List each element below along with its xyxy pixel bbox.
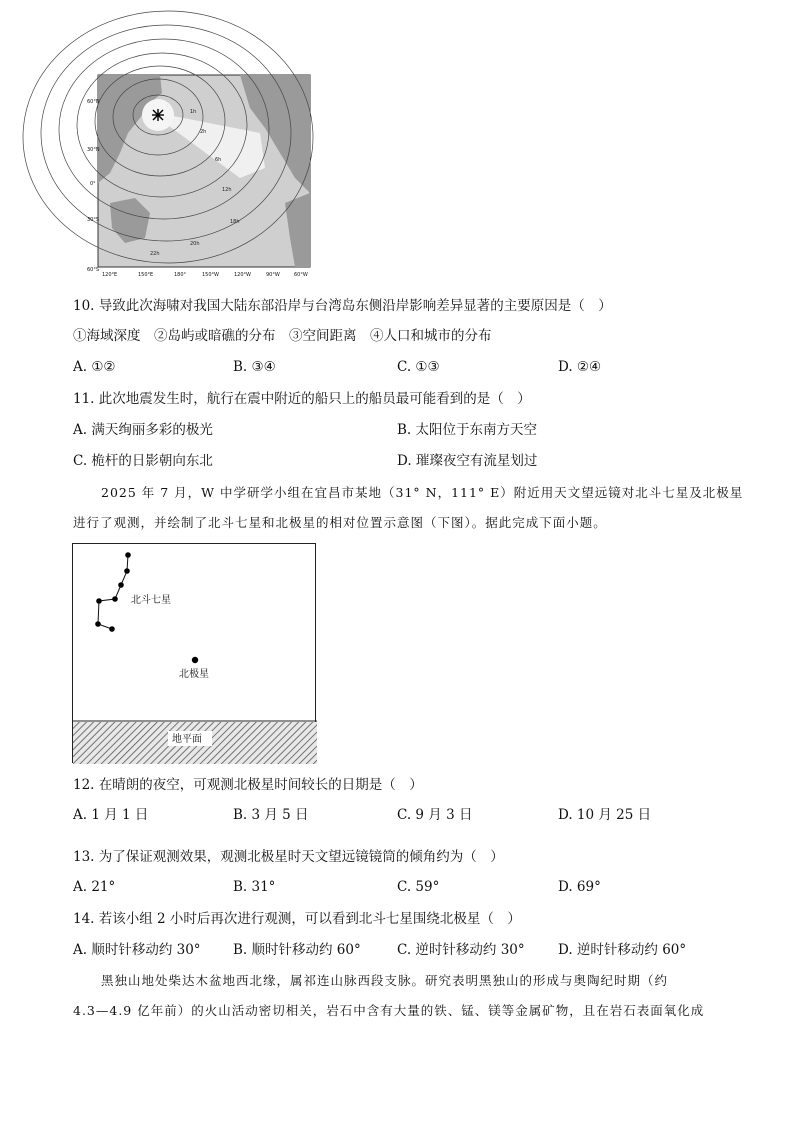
q14-option-d[interactable]: D. 逆时针移动约 60° [558,942,687,958]
star-dot [125,552,131,558]
q11-option-a[interactable]: A. 满天绚丽多彩的极光 [73,422,213,438]
q13-option-d[interactable]: D. 69° [558,879,601,895]
polaris-dot [192,657,198,663]
question-10-items: ①海域深度 ②岛屿或暗礁的分布 ③空间距离 ④人口和城市的分布 [73,328,492,344]
contour-label: 18h [230,219,240,225]
question-10-stem: 10. 导致此次海啸对我国大陆东部沿岸与台湾岛东侧沿岸影响差异显著的主要原因是（ ） [73,298,612,314]
star-dot [96,598,102,604]
q14-option-c[interactable]: C. 逆时针移动约 30° [397,942,525,958]
big-dipper [95,552,131,632]
passage-2-line-2: 4.3—4.9 亿年前）的火山活动密切相关，岩石中含有大量的铁、锰、镁等金属矿物，且在岩石表面氧化成 [73,1003,705,1018]
big-dipper-label: 北斗七星 [131,595,171,606]
q10-option-b[interactable]: B. ③④ [233,359,276,375]
q11-option-d[interactable]: D. 璀璨夜空有流星划过 [397,453,538,469]
q14-option-a[interactable]: A. 顺时针移动约 30° [73,942,201,958]
q10-option-a[interactable]: A. ①② [73,359,116,375]
q14-option-b[interactable]: B. 顺时针移动约 60° [233,942,361,958]
passage-2-line-1: 黑独山地处柴达木盆地西北缘，属祁连山脉西段支脉。研究表明黑独山的形成与奥陶纪时期（约 [101,973,669,988]
question-14-stem: 14. 若该小组 2 小时后再次进行观测，可以看到北斗七星围绕北极星（ ） [73,911,521,927]
star-dot [95,621,101,627]
star-dot [124,568,130,574]
lat-label: 0° [90,181,96,187]
passage-1-line-2: 进行了观测，并绘制了北斗七星和北极星的相对位置示意图（下图）。据此完成下面小题。 [73,515,607,530]
lon-label: 150°W [202,272,219,278]
lat-label: 30°S [87,217,100,223]
q12-option-c[interactable]: C. 9 月 3 日 [397,807,473,823]
lon-label: 60°W [294,272,308,278]
lat-label: 30°N [87,147,100,153]
lat-label: 60°N [87,99,100,105]
q12-option-d[interactable]: D. 10 月 25 日 [558,807,652,823]
question-12-stem: 12. 在晴朗的夜空，可观测北极星时间较长的日期是（ ） [73,777,423,793]
q11-option-b[interactable]: B. 太阳位于东南方天空 [397,422,538,438]
contour-label: 6h [215,157,222,163]
star-dot [109,626,115,632]
horizon-label: 地平面 [172,734,202,745]
contour-label: 2h [200,129,207,135]
q13-option-a[interactable]: A. 21° [73,879,116,895]
contour-label: 12h [222,187,232,193]
lat-label: 60°S [87,267,100,273]
q10-option-c[interactable]: C. ①③ [397,359,440,375]
q13-option-b[interactable]: B. 31° [233,879,276,895]
contour-label: 1h [190,109,197,115]
contour-label: 20h [190,241,200,247]
star-dot [112,596,118,602]
question-13-stem: 13. 为了保证观测效果，观测北极星时天文望远镜镜筒的倾角约为（ ） [73,849,504,865]
contour-label: 22h [150,251,160,257]
lon-label: 120°W [234,272,251,278]
star-position-diagram [72,543,316,763]
star-dot [118,582,124,588]
lon-label: 150°E [138,272,154,278]
q12-option-b[interactable]: B. 3 月 5 日 [233,807,309,823]
polaris-label: 北极星 [179,669,209,680]
lon-label: 180° [174,272,187,278]
lon-label: 120°E [102,272,118,278]
q12-option-a[interactable]: A. 1 月 1 日 [73,807,149,823]
q13-option-c[interactable]: C. 59° [397,879,440,895]
tsunami-travel-time-map [87,73,318,279]
lon-label: 90°W [266,272,280,278]
passage-1-line-1: 2025 年 7 月，W 中学研学小组在宜昌市某地（31° N，111° E）附近用天文望远镜对北斗七星及北极星 [101,485,744,500]
question-11-stem: 11. 此次地震发生时，航行在震中附近的船只上的船员最可能看到的是（ ） [73,391,531,407]
q10-option-d[interactable]: D. ②④ [558,359,602,375]
q11-option-c[interactable]: C. 桅杆的日影朝向东北 [73,453,213,469]
